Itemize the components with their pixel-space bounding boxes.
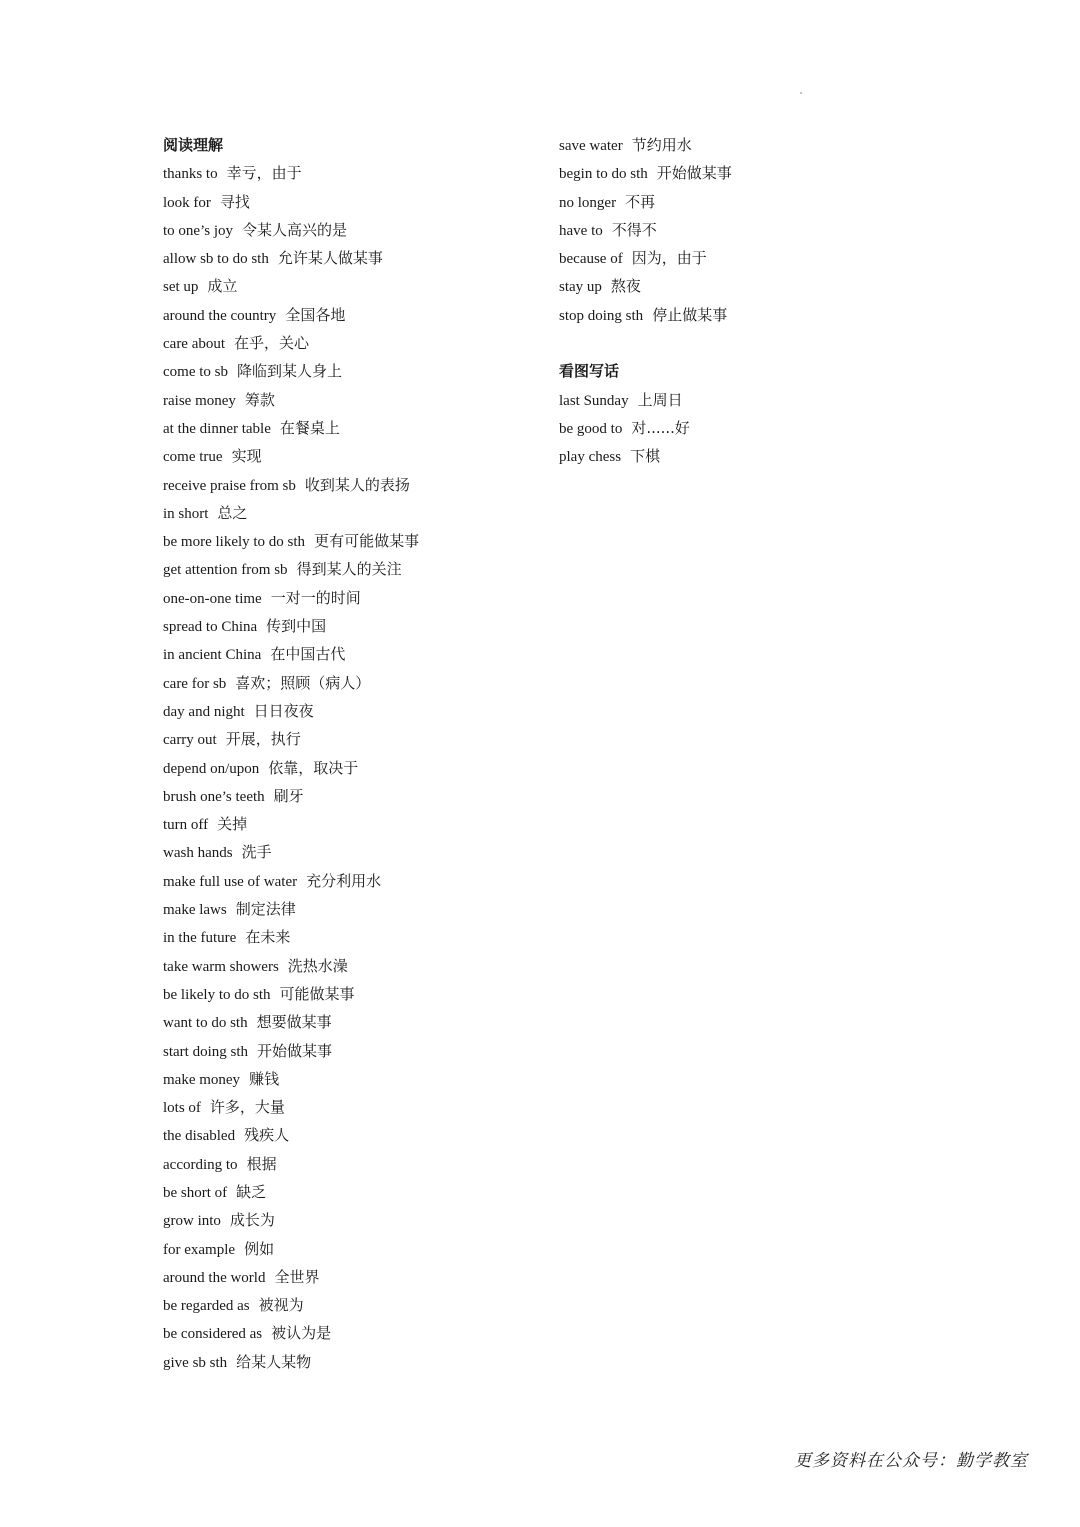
vocab-entry	[163, 782, 543, 810]
right-vocab-list-top	[559, 131, 939, 329]
vocab-english: last Sunday	[559, 392, 629, 409]
vocab-entry	[163, 838, 543, 866]
vocab-english: receive praise from sb	[163, 477, 296, 494]
vocab-english: thanks to	[163, 166, 218, 183]
vocab-english: come to sb	[163, 364, 228, 381]
vocab-english: set up	[163, 279, 199, 296]
vocab-entry	[163, 188, 543, 216]
vocab-entry	[163, 301, 543, 329]
vocab-english: take warm showers	[163, 958, 279, 975]
vocab-chinese: 给某人某物	[236, 1352, 312, 1371]
vocab-chinese: 刷牙	[273, 786, 304, 805]
vocab-chinese: 传到中国	[266, 617, 327, 636]
vocab-chinese: 喜欢；照顾（病人）	[235, 673, 371, 692]
vocab-chinese: 开始做某事	[656, 164, 732, 183]
vocab-english: be good to	[559, 420, 623, 437]
vocab-entry	[163, 244, 543, 272]
vocab-english: make money	[163, 1071, 241, 1088]
vocab-chinese: 被认为是	[271, 1324, 332, 1343]
vocab-english: in short	[163, 505, 209, 522]
vocab-entry	[163, 272, 543, 300]
vocab-chinese: 日日夜夜	[253, 701, 314, 720]
vocab-entry	[163, 952, 543, 980]
vocab-entry	[163, 442, 543, 470]
vocab-chinese: 下棋	[630, 447, 661, 466]
vocab-chinese: 在乎，关心	[234, 334, 310, 353]
vocab-entry	[163, 1348, 543, 1376]
vocab-chinese: 洗手	[241, 843, 272, 862]
vocab-chinese: 成立	[207, 277, 238, 296]
vocab-entry	[163, 584, 543, 612]
vocab-chinese: 充分利用水	[306, 871, 382, 890]
vocab-entry	[163, 1319, 543, 1347]
vocab-chinese: 全国各地	[285, 305, 346, 324]
vocab-entry	[163, 1178, 543, 1206]
vocab-chinese: 寻找	[219, 192, 250, 211]
vocab-chinese: 更有可能做某事	[314, 532, 420, 551]
vocab-chinese: 允许某人做某事	[277, 249, 383, 268]
vocab-english: be likely to do sth	[163, 986, 271, 1003]
vocab-english: lots of	[163, 1100, 201, 1117]
vocab-entry	[559, 414, 939, 442]
vocab-chinese: 关掉	[217, 815, 248, 834]
vocab-chinese: 制定法律	[235, 900, 296, 919]
vocab-chinese: 在餐桌上	[279, 418, 340, 437]
vocab-english: one-on-one time	[163, 590, 262, 607]
vocab-english: turn off	[163, 817, 209, 834]
vocab-english: save water	[559, 138, 623, 154]
vocab-english: begin to do sth	[559, 166, 648, 183]
vocab-entry	[559, 301, 939, 329]
vocab-entry	[163, 1121, 543, 1149]
footer-note: 更多资料在公众号：勤学教室	[794, 1451, 1028, 1471]
vocab-english: no longer	[559, 194, 617, 211]
vocab-english: carry out	[163, 732, 217, 749]
vocab-chinese: 可能做某事	[279, 984, 355, 1003]
vocab-english: around the world	[163, 1269, 266, 1286]
vocab-entry	[559, 272, 939, 300]
vocab-entry	[163, 1206, 543, 1234]
vocab-english: play chess	[559, 449, 622, 466]
vocab-english: make laws	[163, 902, 227, 919]
vocab-chinese: 洗热水澡	[287, 956, 348, 975]
vocab-entry	[163, 329, 543, 357]
vocab-chinese: 全世界	[274, 1267, 320, 1286]
vocab-english: wash hands	[163, 845, 233, 862]
vocab-english: at the dinner table	[163, 420, 271, 437]
vocab-english: be more likely to do sth	[163, 534, 306, 551]
vocab-entry	[559, 442, 939, 470]
vocab-entry	[559, 244, 939, 272]
vocab-entry	[163, 1235, 543, 1263]
vocab-entry	[163, 1150, 543, 1178]
vocab-chinese: 一对一的时间	[270, 588, 361, 607]
vocab-english: in ancient China	[163, 647, 262, 664]
vocab-chinese: 开展，执行	[225, 730, 301, 749]
vocab-entry	[163, 980, 543, 1008]
vocab-entry	[163, 725, 543, 753]
vocab-english: in the future	[163, 930, 237, 947]
vocab-entry	[163, 810, 543, 838]
vocab-chinese: 例如	[244, 1239, 275, 1258]
scan-dot-mark	[800, 92, 802, 94]
vocab-english: get attention from sb	[163, 562, 288, 579]
vocab-entry	[163, 216, 543, 244]
vocab-english: according to	[163, 1156, 238, 1173]
vocab-chinese: 被视为	[258, 1296, 304, 1315]
vocab-entry	[163, 471, 543, 499]
vocab-chinese: 实现	[231, 447, 262, 466]
vocab-chinese: 想要做某事	[256, 1013, 332, 1032]
vocab-entry	[559, 159, 939, 187]
vocab-entry	[163, 386, 543, 414]
vocab-chinese: 不再	[625, 192, 656, 211]
vocab-chinese: 对......好	[631, 418, 690, 437]
vocab-entry	[163, 159, 543, 187]
vocab-chinese: 上周日	[637, 390, 683, 409]
vocab-english: want to do sth	[163, 1015, 248, 1032]
vocab-english: spread to China	[163, 619, 258, 636]
vocab-english: be considered as	[163, 1326, 263, 1343]
vocab-entry	[559, 386, 939, 414]
vocab-entry	[163, 1291, 543, 1319]
vocab-entry	[559, 188, 939, 216]
vocab-english: care for sb	[163, 675, 227, 692]
vocab-chinese: 不得不	[611, 220, 657, 239]
vocab-english: because of	[559, 251, 623, 268]
vocab-chinese: 在未来	[245, 928, 291, 947]
vocab-english: raise money	[163, 392, 236, 409]
vocab-english: make full use of water	[163, 873, 298, 890]
vocab-english: to one’s joy	[163, 222, 233, 239]
right-column	[559, 131, 939, 471]
vocab-english: allow sb to do sth	[163, 251, 269, 268]
vocab-english: be regarded as	[163, 1298, 250, 1315]
vocab-entry	[163, 527, 543, 555]
left-vocab-list	[163, 159, 543, 1376]
vocab-chinese: 总之	[217, 503, 248, 522]
vocab-english: stay up	[559, 279, 602, 296]
vocab-entry	[559, 216, 939, 244]
right-vocab-list-bottom	[559, 386, 939, 471]
vocab-entry	[163, 555, 543, 583]
vocab-entry	[163, 414, 543, 442]
vocab-english: come true	[163, 449, 223, 466]
vocab-entry	[163, 867, 543, 895]
vocab-entry	[163, 1263, 543, 1291]
vocab-english: be short of	[163, 1184, 228, 1201]
vocab-entry	[163, 1065, 543, 1093]
vocab-chinese: 筹款	[244, 390, 275, 409]
vocab-entry	[559, 131, 939, 159]
vocab-entry	[163, 499, 543, 527]
section-heading-reading: 阅读理解	[163, 136, 224, 154]
vocab-entry	[163, 1093, 543, 1121]
vocab-chinese: 熬夜	[610, 277, 641, 296]
vocab-chinese: 收到某人的表扬	[304, 475, 410, 494]
vocab-entry	[163, 612, 543, 640]
vocab-chinese: 残疾人	[244, 1126, 290, 1145]
vocab-chinese: 根据	[246, 1154, 277, 1173]
vocab-chinese: 因为，由于	[631, 249, 707, 268]
vocab-english: have to	[559, 222, 603, 239]
vocab-chinese: 得到某人的关注	[296, 560, 402, 579]
vocab-english: care about	[163, 336, 226, 353]
vocab-english: around the country	[163, 307, 277, 324]
vocab-english: depend on/upon	[163, 760, 260, 777]
vocab-chinese: 开始做某事	[257, 1041, 333, 1060]
section-spacer	[559, 329, 939, 357]
vocab-entry	[163, 669, 543, 697]
vocab-chinese: 降临到某人身上	[237, 362, 343, 381]
vocab-english: look for	[163, 194, 211, 211]
vocab-chinese: 缺乏	[236, 1182, 267, 1201]
vocab-chinese: 依靠，取决于	[268, 758, 359, 777]
vocab-chinese: 令某人高兴的是	[242, 220, 348, 239]
vocab-entry	[163, 1037, 543, 1065]
vocab-chinese: 节约用水	[631, 136, 692, 154]
vocab-english: for example	[163, 1241, 236, 1258]
vocab-entry	[163, 1008, 543, 1036]
vocab-entry	[163, 640, 543, 668]
vocab-entry	[163, 754, 543, 782]
vocab-english: the disabled	[163, 1128, 236, 1145]
vocab-entry	[163, 895, 543, 923]
vocab-chinese: 成长为	[229, 1211, 275, 1230]
vocab-english: grow into	[163, 1213, 221, 1230]
vocab-english: start doing sth	[163, 1043, 248, 1060]
vocab-english: stop doing sth	[559, 307, 644, 324]
vocab-english: brush one’s teeth	[163, 788, 265, 805]
vocab-chinese: 在中国古代	[270, 645, 346, 664]
vocab-chinese: 赚钱	[249, 1069, 280, 1088]
vocab-entry	[163, 697, 543, 725]
vocab-chinese: 许多，大量	[209, 1098, 285, 1117]
vocab-entry	[163, 923, 543, 951]
vocab-english: day and night	[163, 703, 245, 720]
section-heading-picture-writing: 看图写话	[559, 362, 620, 381]
vocab-chinese: 幸亏，由于	[226, 164, 302, 183]
vocab-entry	[163, 357, 543, 385]
left-column	[163, 131, 543, 1376]
vocab-chinese: 停止做某事	[652, 305, 728, 324]
vocab-english: give sb sth	[163, 1354, 228, 1371]
